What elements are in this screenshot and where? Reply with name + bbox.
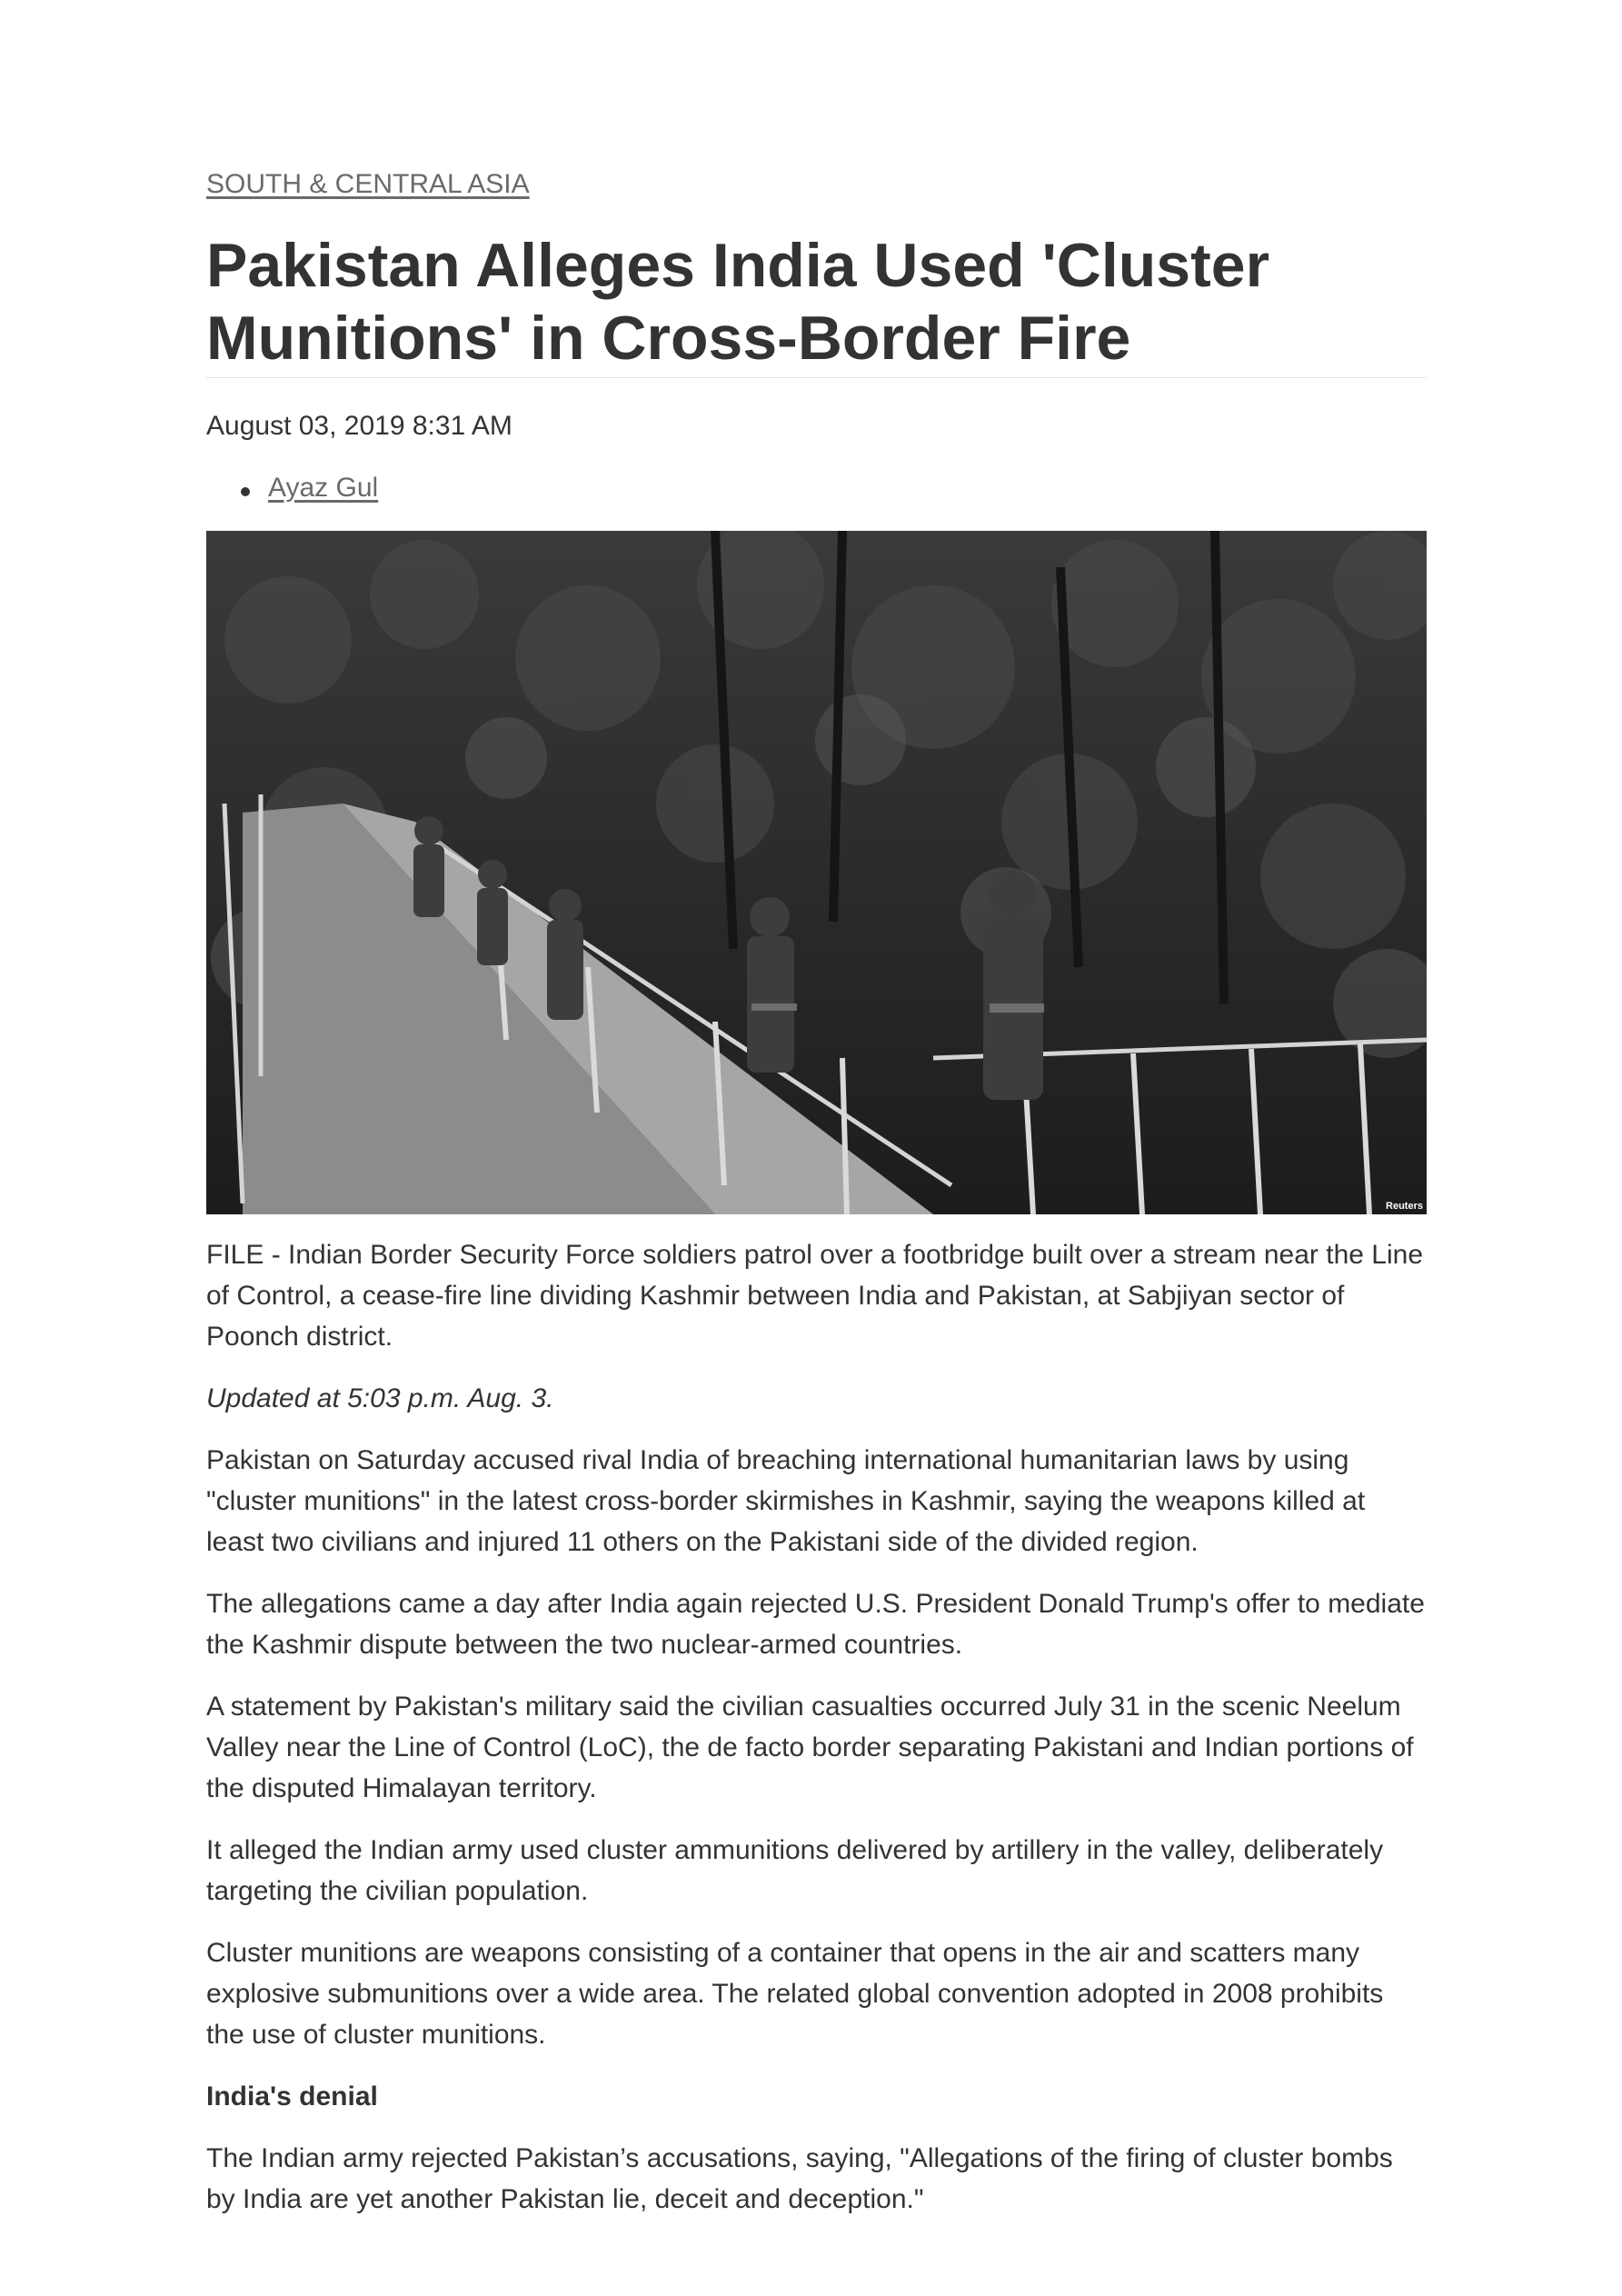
category-link[interactable]: SOUTH & CENTRAL ASIA — [206, 169, 530, 199]
publish-date: August 03, 2019 8:31 AM — [206, 411, 512, 441]
paragraph: A statement by Pakistan's military said the civilian casualties occurred July 31 in the scenic Neelum Valley near the Line of Control (LoC), the de facto border separating Pakistani and Indian portions of the disputed Himalayan territory. — [206, 1692, 1414, 1803]
paragraph: Pakistan on Saturday accused rival India of breaching international humanitarian laws by using "cluster munitions" in the latest cross-border skirmishes in Kashmir, saying the weapons killed at least two civilians and injured 11 others on the Pakistani side of the divided region. — [206, 1445, 1366, 1557]
article-body — [206, 1234, 1427, 2241]
updated-note: Updated at 5:03 p.m. Aug. 3. — [206, 1383, 554, 1413]
paragraph: The allegations came a day after India again rejected U.S. President Donald Trump's offer to mediate the Kashmir dispute between the two nuclear-armed countries. — [206, 1589, 1425, 1660]
article-headline: Pakistan Alleges India Used 'Cluster Munitions' in Cross-Border Fire — [206, 231, 1270, 373]
headline-divider — [206, 377, 1427, 378]
bullet-icon — [241, 487, 250, 496]
author-link[interactable]: Ayaz Gul — [268, 473, 379, 503]
section-subhead: India's denial — [206, 2081, 378, 2111]
paragraph: It alleged the Indian army used cluster ammunitions delivered by artillery in the valley, deliberately targeting the civilian population. — [206, 1835, 1384, 1906]
photo-caption: FILE - Indian Border Security Force soldiers patrol over a footbridge built over a stream near the Line of Control, a cease-fire line dividing Kashmir between India and Pakistan, at Sabjiyan sector of Poonch district. — [206, 1240, 1423, 1352]
photo-image — [206, 531, 1427, 1214]
paragraph: The Indian army rejected Pakistan’s accusations, saying, "Allegations of the firing of cluster bombs by India are yet another Pakistan lie, deceit and deception." — [206, 2143, 1393, 2214]
paragraph: Cluster munitions are weapons consisting of a container that opens in the air and scatters many explosive submunitions over a wide area. The related global convention adopted in 2008 prohibits the use of cluster munitions. — [206, 1938, 1384, 2050]
photo-credit: Reuters — [1386, 1201, 1423, 1212]
article-photo — [206, 531, 1427, 1214]
